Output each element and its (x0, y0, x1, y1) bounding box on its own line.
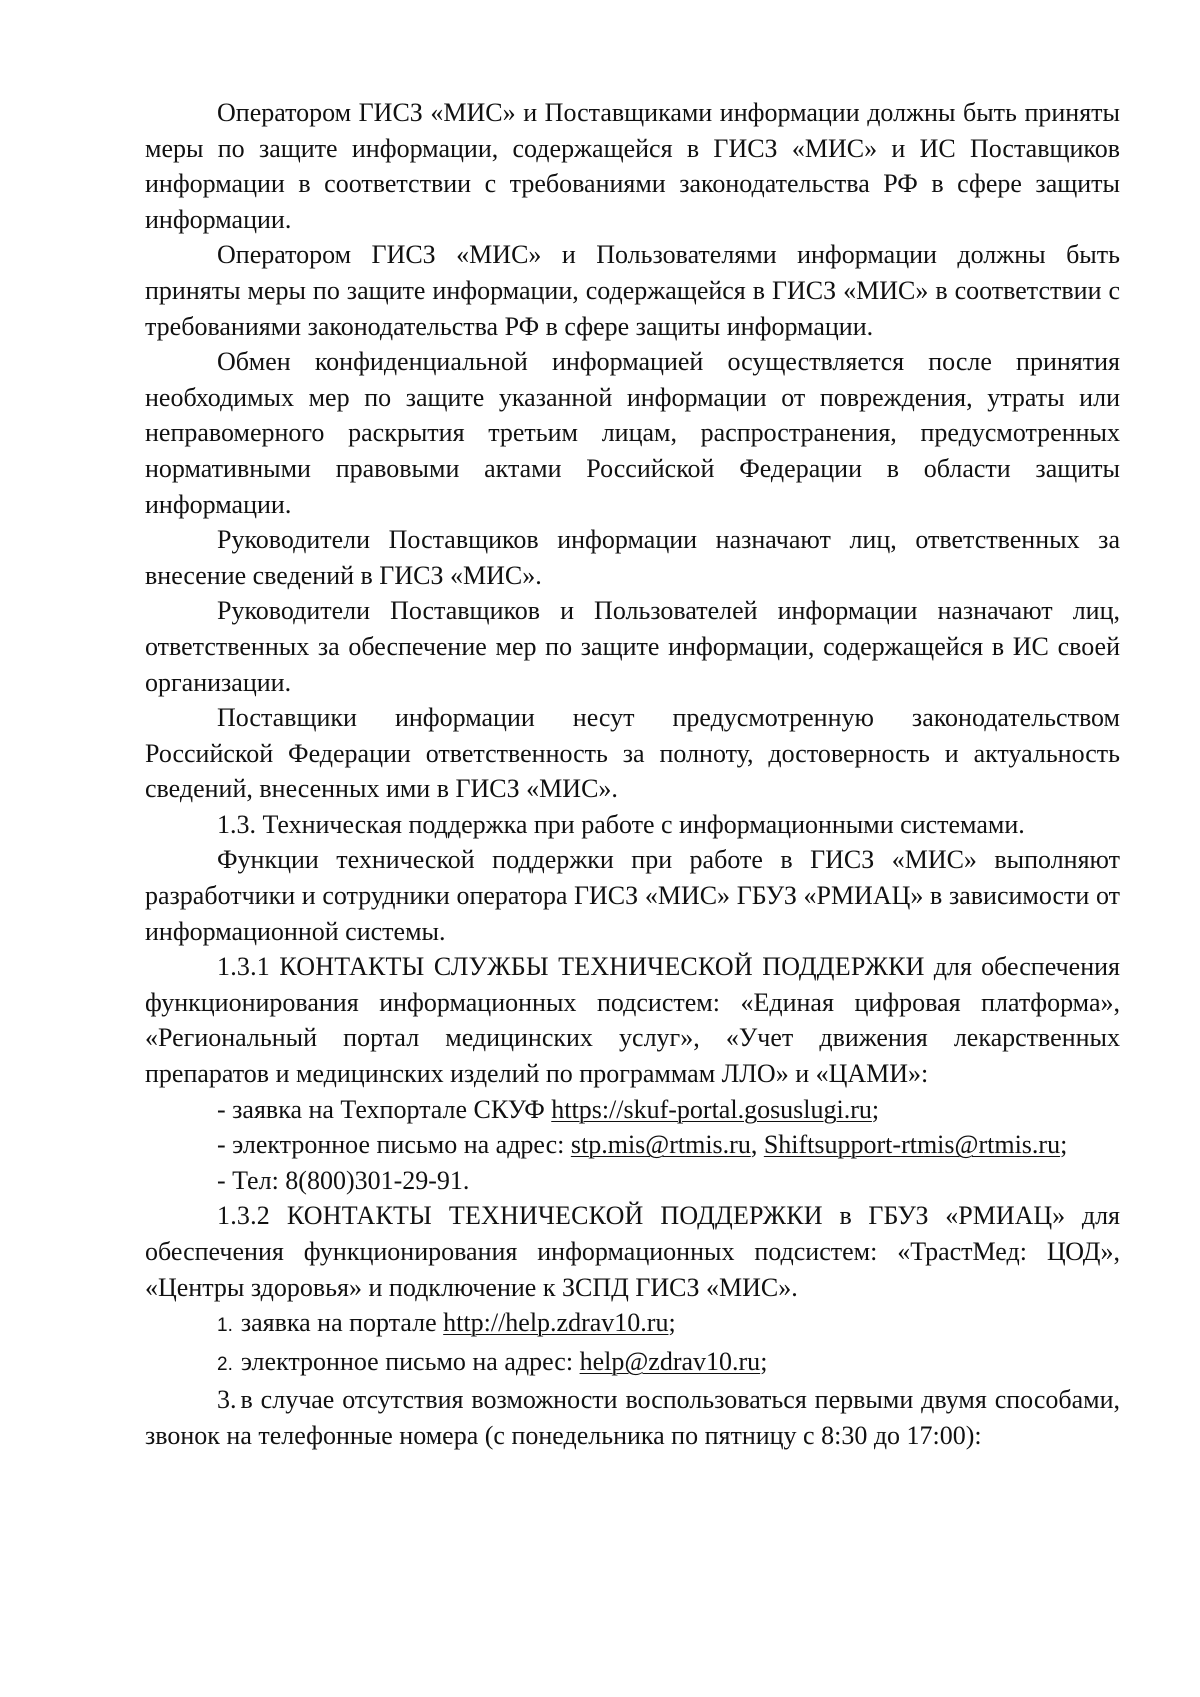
item-end: ; (760, 1346, 768, 1376)
item-end: ; (668, 1308, 676, 1338)
item-label: заявка на портале (240, 1308, 444, 1338)
document-page (145, 95, 1120, 1454)
section-131-item-email (145, 1127, 1120, 1163)
help-email-link[interactable]: help@zdrav10.ru (579, 1346, 761, 1376)
section-132-item-portal (145, 1305, 1120, 1344)
paragraph-operator-users: Оператором ГИСЗ «МИС» и Пользователями информации должны быть приняты меры по защите информации, содержащейся в ГИСЗ «МИС» в соответствии с требованиями законодательства РФ в сфере защиты информации. (145, 240, 1120, 341)
section-131-heading (145, 949, 1120, 1091)
section-heading-tech-support: 1.3. Техническая поддержка при работе с информационными системами. (217, 809, 1025, 839)
paragraph-support-functions: Функции технической поддержки при работе в ГИСЗ «МИС» выполняют разработчики и сотрудники оператора ГИСЗ «МИС» ГБУЗ «РМИАЦ» в зависимости от информационной системы. (145, 845, 1120, 946)
paragraph-supplier-user-heads: Руководители Поставщиков и Пользователей информации назначают лиц, ответственных за обеспечение мер по защите информации, содержащейся в ИС своей организации. (145, 596, 1120, 697)
item-label: - заявка на Техпортале СКУФ (217, 1094, 552, 1124)
list-number: 2. (217, 1353, 233, 1375)
shiftsupport-email-link[interactable]: Shiftsupport-rtmis@rtmis.ru (763, 1130, 1061, 1160)
paragraph-supplier-heads: Руководители Поставщиков информации назначают лиц, ответственных за внесение сведений в ГИСЗ «МИС». (145, 525, 1120, 590)
section-132-heading-rest: в ГБУЗ «РМИАЦ» для обеспечения функционирования информационных подсистем: «ТрастМед: ЦОД», «Центры здоровья» и подключение к ЗСПД ГИСЗ «МИС». (145, 1201, 1121, 1302)
stp-mis-email-link[interactable]: stp.mis@rtmis.ru (570, 1130, 751, 1160)
section-131-item-skuf (145, 1092, 1120, 1128)
section-131-heading-rest: для обеспечения функционирования информационных подсистем: «Единая цифровая платформа», «Региональный портал медицинских услуг», «Учет движения лекарственных препаратов и медицинских изделий по программам ЛЛО» и «ЦАМИ»: (145, 952, 1120, 1089)
section-132-heading (145, 1198, 1120, 1305)
section-131-heading-caps: 1.3.1 КОНТАКТЫ СЛУЖБЫ ТЕХНИЧЕСКОЙ ПОДДЕРЖКИ (217, 952, 925, 982)
paragraph-confidential-exchange: Обмен конфиденциальной информацией осуществляется после принятия необходимых мер по защите указанной информации от повреждения, утраты или неправомерного раскрытия третьим лицам, распространения, предусмотренных нормативными правовыми актами Российской Федерации в области защиты информации. (145, 347, 1120, 519)
item-end: ; (871, 1094, 880, 1124)
item-label: - электронное письмо на адрес: (217, 1130, 571, 1160)
section-132-item-email (145, 1344, 1120, 1383)
section-131-item-phone: - Тел: 8(800)301-29-91. (217, 1165, 470, 1195)
skuf-portal-link[interactable]: https://skuf-portal.gosuslugi.ru (551, 1094, 872, 1124)
item-label: в случае отсутствия возможности воспользоваться первыми двумя способами, звонок на телефонные номера (с понедельника по пятницу с 8:30 до 17:00): (145, 1385, 1120, 1450)
paragraph-supplier-responsibility: Поставщики информации несут предусмотренную законодательством Российской Федерации ответственность за полноту, достоверность и актуальность сведений, внесенных ими в ГИСЗ «МИС». (145, 703, 1120, 804)
item-separator: , (750, 1130, 764, 1160)
help-portal-link[interactable]: http://help.zdrav10.ru (443, 1308, 669, 1338)
list-number: 1. (217, 1315, 233, 1337)
paragraph-operator-suppliers: Оператором ГИСЗ «МИС» и Поставщиками информации должны быть приняты меры по защите информации, содержащейся в ГИСЗ «МИС» и ИС Поставщиков информации в соответствии с требованиями законодательства РФ в сфере защиты информации. (145, 98, 1120, 234)
item-end: ; (1060, 1130, 1068, 1160)
item-label: электронное письмо на адрес: (240, 1346, 580, 1376)
section-132-heading-caps: 1.3.2 КОНТАКТЫ ТЕХНИЧЕСКОЙ ПОДДЕРЖКИ (217, 1201, 823, 1231)
list-number: 3. (217, 1385, 237, 1415)
section-132-item-phone (145, 1382, 1120, 1453)
